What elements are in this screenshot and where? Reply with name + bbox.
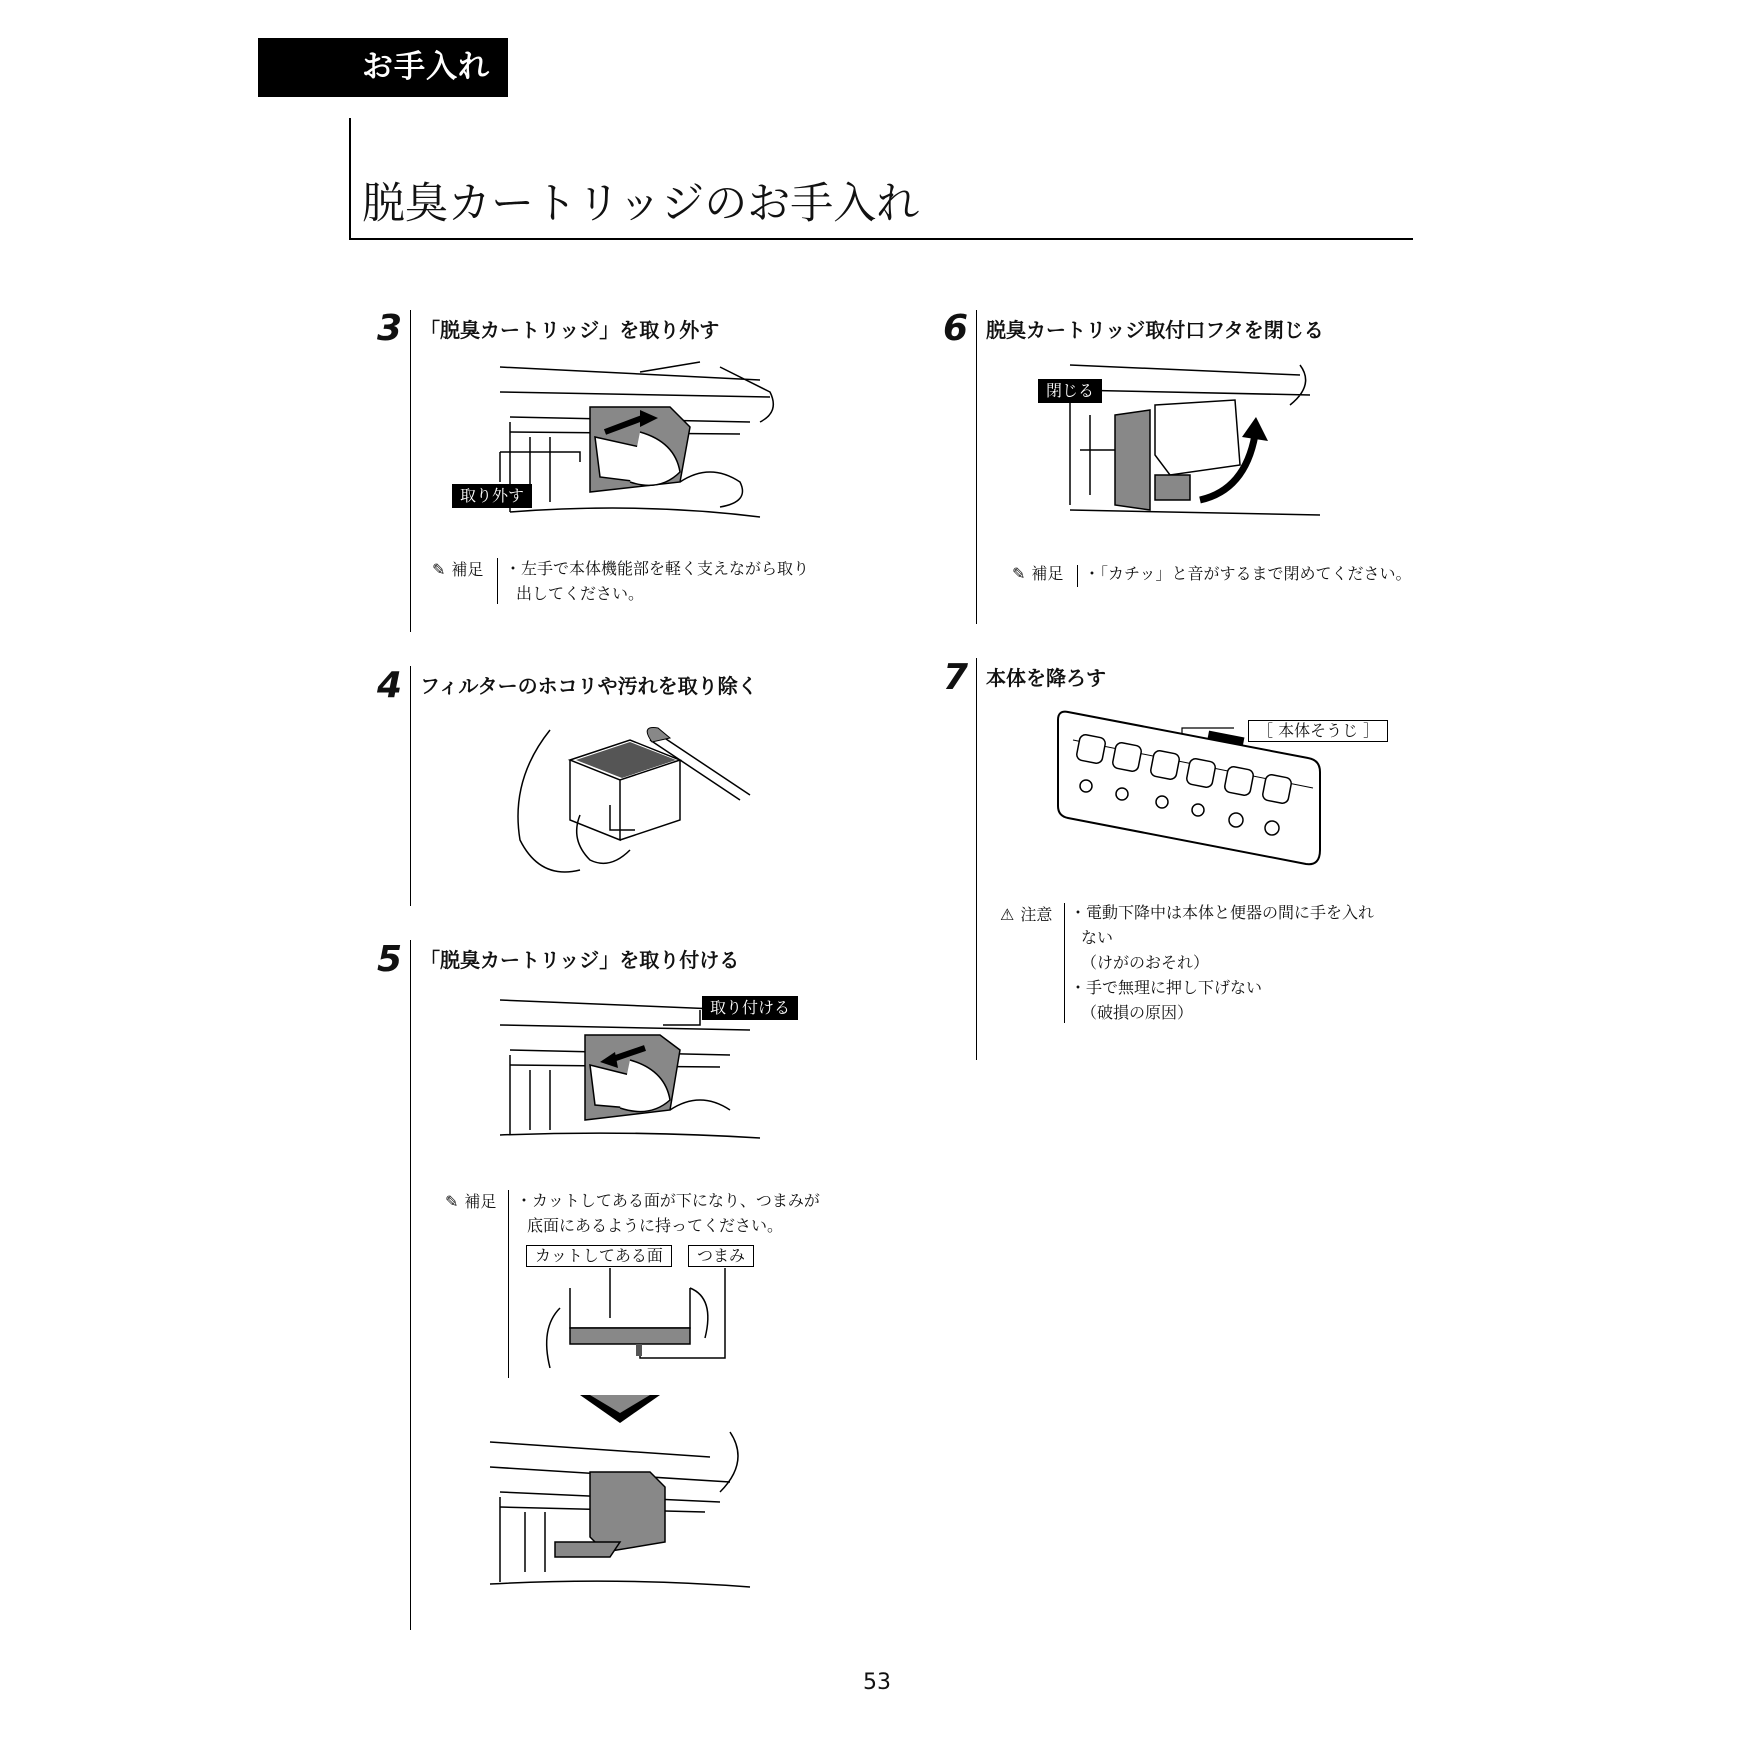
note-text-6: ・「カチッ」と音がするまで閉めてください。 xyxy=(1084,564,1412,583)
note-bar-5 xyxy=(508,1190,509,1378)
callout-attach: 取り付ける xyxy=(702,996,798,1020)
caution-text-7: ・電動下降中は本体と便器の間に手を入れ ない （けがのおそれ） ・手で無理に押し下げない （破損の原因） xyxy=(1070,903,1375,1022)
note-label-3: ✎ 補足 xyxy=(432,558,483,582)
note-bar-3 xyxy=(497,558,498,604)
title-rule-vertical xyxy=(349,118,351,240)
label-cut-surface: カットしてある面 xyxy=(526,1245,672,1267)
pencil-icon: ✎ xyxy=(445,1192,459,1211)
warning-triangle-icon: ⚠ xyxy=(1000,905,1015,924)
step-3-rule xyxy=(410,310,411,632)
page-title: 脱臭カートリッジのお手入れ xyxy=(362,179,920,229)
note-bar-6 xyxy=(1077,565,1078,587)
pencil-icon: ✎ xyxy=(432,560,446,579)
step-number-4: 4 xyxy=(376,665,402,706)
down-arrow-icon xyxy=(580,1395,660,1429)
cartridge-orientation-illustration xyxy=(530,1268,740,1378)
page-number: 53 xyxy=(863,1670,891,1695)
note-label-6: ✎ 補足 xyxy=(1012,562,1063,586)
step-6-title: 脱臭カートリッジ取付口フタを閉じる xyxy=(986,318,1324,342)
callout-close: 閉じる xyxy=(1038,379,1102,403)
caution-bar-7 xyxy=(1064,903,1065,1023)
caution-label-7: ⚠ 注意 xyxy=(1000,903,1052,927)
title-rule-horizontal xyxy=(349,238,1413,240)
label-knob: つまみ xyxy=(688,1245,754,1267)
label-body-clean: ［ 本体そうじ ］ xyxy=(1248,720,1388,742)
step-number-6: 6 xyxy=(942,308,968,349)
step-5-rule xyxy=(410,940,411,1630)
step-7-rule xyxy=(976,658,977,1060)
step-6-rule xyxy=(976,310,977,624)
note-label-5: ✎ 補足 xyxy=(445,1190,496,1214)
step-5-title: 「脱臭カートリッジ」を取り付ける xyxy=(420,948,740,972)
installed-cartridge-illustration xyxy=(490,1432,760,1592)
step-number-5: 5 xyxy=(376,939,402,980)
clean-filter-illustration xyxy=(510,720,770,880)
step-number-7: 7 xyxy=(942,657,968,698)
step-4-rule xyxy=(410,666,411,906)
section-tab: お手入れ xyxy=(258,38,508,97)
step-3-title: 「脱臭カートリッジ」を取り外す xyxy=(420,318,720,342)
note-text-3: ・左手で本体機能部を軽く支えながら取り 出してください。 xyxy=(505,559,810,603)
step-4-title: フィルターのホコリや汚れを取り除く xyxy=(420,674,758,698)
step-number-3: 3 xyxy=(376,308,402,349)
step-7-title: 本体を降ろす xyxy=(986,666,1106,690)
callout-remove: 取り外す xyxy=(452,484,532,508)
pencil-icon: ✎ xyxy=(1012,564,1026,583)
note-text-5: ・カットしてある面が下になり、つまみが 底面にあるように持ってください。 xyxy=(516,1191,820,1235)
